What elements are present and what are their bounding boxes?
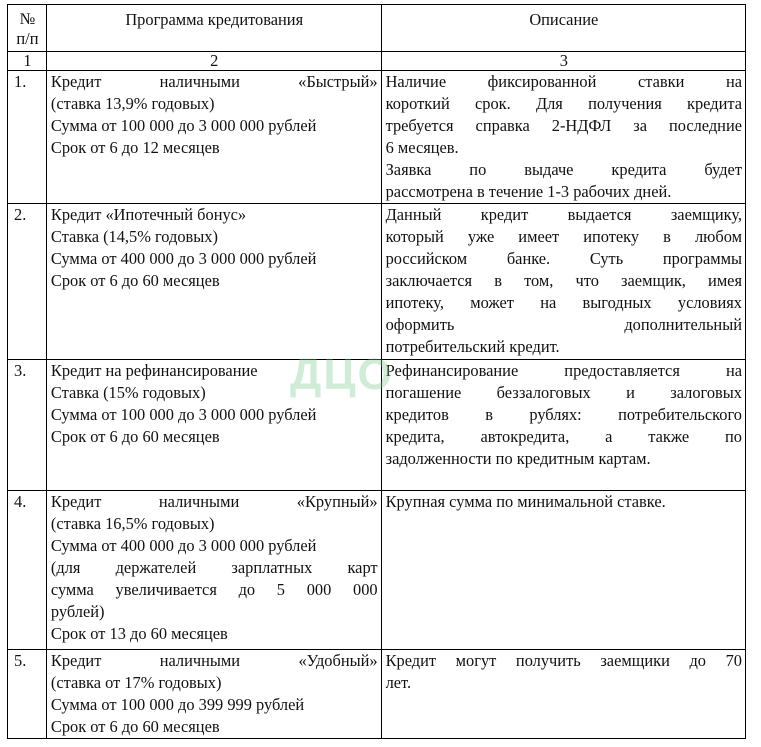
program-line: (ставка 16,5% годовых) xyxy=(50,514,215,533)
column-number: 3 xyxy=(381,52,745,71)
description-cell xyxy=(381,650,745,739)
table-row xyxy=(8,360,746,491)
description-line: короткий срок. Для получения кредита xyxy=(385,94,742,113)
description-line: Наличие фиксированной ставки на xyxy=(385,72,742,91)
description-line: заключается в том, что заемщик, имея xyxy=(385,271,742,290)
credit-programs-table xyxy=(7,4,746,739)
description-line: 6 месяцев. xyxy=(385,138,459,157)
table-row xyxy=(8,204,746,360)
description-cell xyxy=(381,360,745,491)
header-row xyxy=(8,5,746,52)
description-line: рассмотрена в течение 1-3 рабочих дней. xyxy=(385,182,672,201)
table-row xyxy=(8,71,746,204)
program-line: рублей) xyxy=(50,602,105,621)
program-line: Кредит наличными «Крупный» xyxy=(50,492,378,511)
program-line: (ставка 13,9% годовых) xyxy=(50,94,215,113)
row-index: 2. xyxy=(8,204,47,360)
description-line: который уже имеет ипотеку в любом xyxy=(385,227,742,246)
program-line: Кредит наличными «Быстрый» xyxy=(50,72,378,91)
program-line: Ставка (14,5% годовых) xyxy=(50,227,218,246)
description-line: погашение беззалоговых и залоговых xyxy=(385,383,742,402)
description-line: Данный кредит выдается заемщику, xyxy=(385,205,742,224)
program-line: сумма увеличивается до 5 000 000 xyxy=(50,580,378,599)
description-cell xyxy=(381,491,745,650)
description-line: Заявка по выдаче кредита будет xyxy=(385,160,742,179)
description-cell xyxy=(381,204,745,360)
row-index: 5. xyxy=(8,650,47,739)
header-num-cell xyxy=(8,5,47,52)
program-line: (ставка от 17% годовых) xyxy=(50,673,222,692)
header-num-symbol: № xyxy=(19,9,36,28)
program-line: Срок от 6 до 60 месяцев xyxy=(50,427,220,446)
program-line: Ставка (15% годовых) xyxy=(50,383,206,402)
program-line: Срок от 6 до 12 месяцев xyxy=(50,138,220,157)
program-cell xyxy=(46,650,381,739)
description-line: лет. xyxy=(385,673,412,692)
program-line: Срок от 13 до 60 месяцев xyxy=(50,624,228,643)
program-line: Сумма от 400 000 до 3 000 000 рублей xyxy=(50,536,317,555)
description-line: Рефинансирование предоставляется на xyxy=(385,361,742,380)
column-numbers-row xyxy=(8,52,746,71)
table-row xyxy=(8,491,746,650)
program-cell xyxy=(46,491,381,650)
column-number: 1 xyxy=(8,52,47,71)
header-program-cell: Программа кредитования xyxy=(46,5,381,52)
program-line: Срок от 6 до 60 месяцев xyxy=(50,271,220,290)
description-line: кредита, автокредита, а также по xyxy=(385,427,742,446)
header-description-cell: Описание xyxy=(381,5,745,52)
description-line: ипотеку, может на выгодных условиях xyxy=(385,293,742,312)
watermark-logo: ДЦО xyxy=(290,350,394,399)
program-line: Сумма от 100 000 до 3 000 000 рублей xyxy=(50,405,317,424)
description-line: потребительский кредит. xyxy=(385,337,560,356)
program-line: Кредит на рефинансирование xyxy=(50,361,258,380)
table-row xyxy=(8,650,746,739)
program-line: Кредит «Ипотечный бонус» xyxy=(50,205,247,224)
description-line: задолженности по кредитным картам. xyxy=(385,449,651,468)
row-index: 3. xyxy=(8,360,47,491)
program-line: Кредит наличными «Удобный» xyxy=(50,651,378,670)
program-line: Срок от 6 до 60 месяцев xyxy=(50,717,220,736)
program-cell xyxy=(46,360,381,491)
description-line: Крупная сумма по минимальной ставке. xyxy=(385,492,666,511)
program-cell xyxy=(46,204,381,360)
program-line: Сумма от 100 000 до 399 999 рублей xyxy=(50,695,305,714)
description-cell xyxy=(381,71,745,204)
description-line: Кредит могут получить заемщики до 70 xyxy=(385,651,742,670)
header-num-label: п/п xyxy=(16,29,39,48)
description-line: кредитов в рублях: потребительского xyxy=(385,405,742,424)
row-index: 1. xyxy=(8,71,47,204)
program-cell xyxy=(46,71,381,204)
row-index: 4. xyxy=(8,491,47,650)
column-number: 2 xyxy=(46,52,381,71)
description-line: оформить дополнительный xyxy=(385,315,742,334)
program-line: Сумма от 100 000 до 3 000 000 рублей xyxy=(50,116,317,135)
program-line: (для держателей зарплатных карт xyxy=(50,558,378,577)
program-line: Сумма от 400 000 до 3 000 000 рублей xyxy=(50,249,317,268)
description-line: российском банке. Суть программы xyxy=(385,249,742,268)
description-line: требуется справка 2-НДФЛ за последние xyxy=(385,116,742,135)
